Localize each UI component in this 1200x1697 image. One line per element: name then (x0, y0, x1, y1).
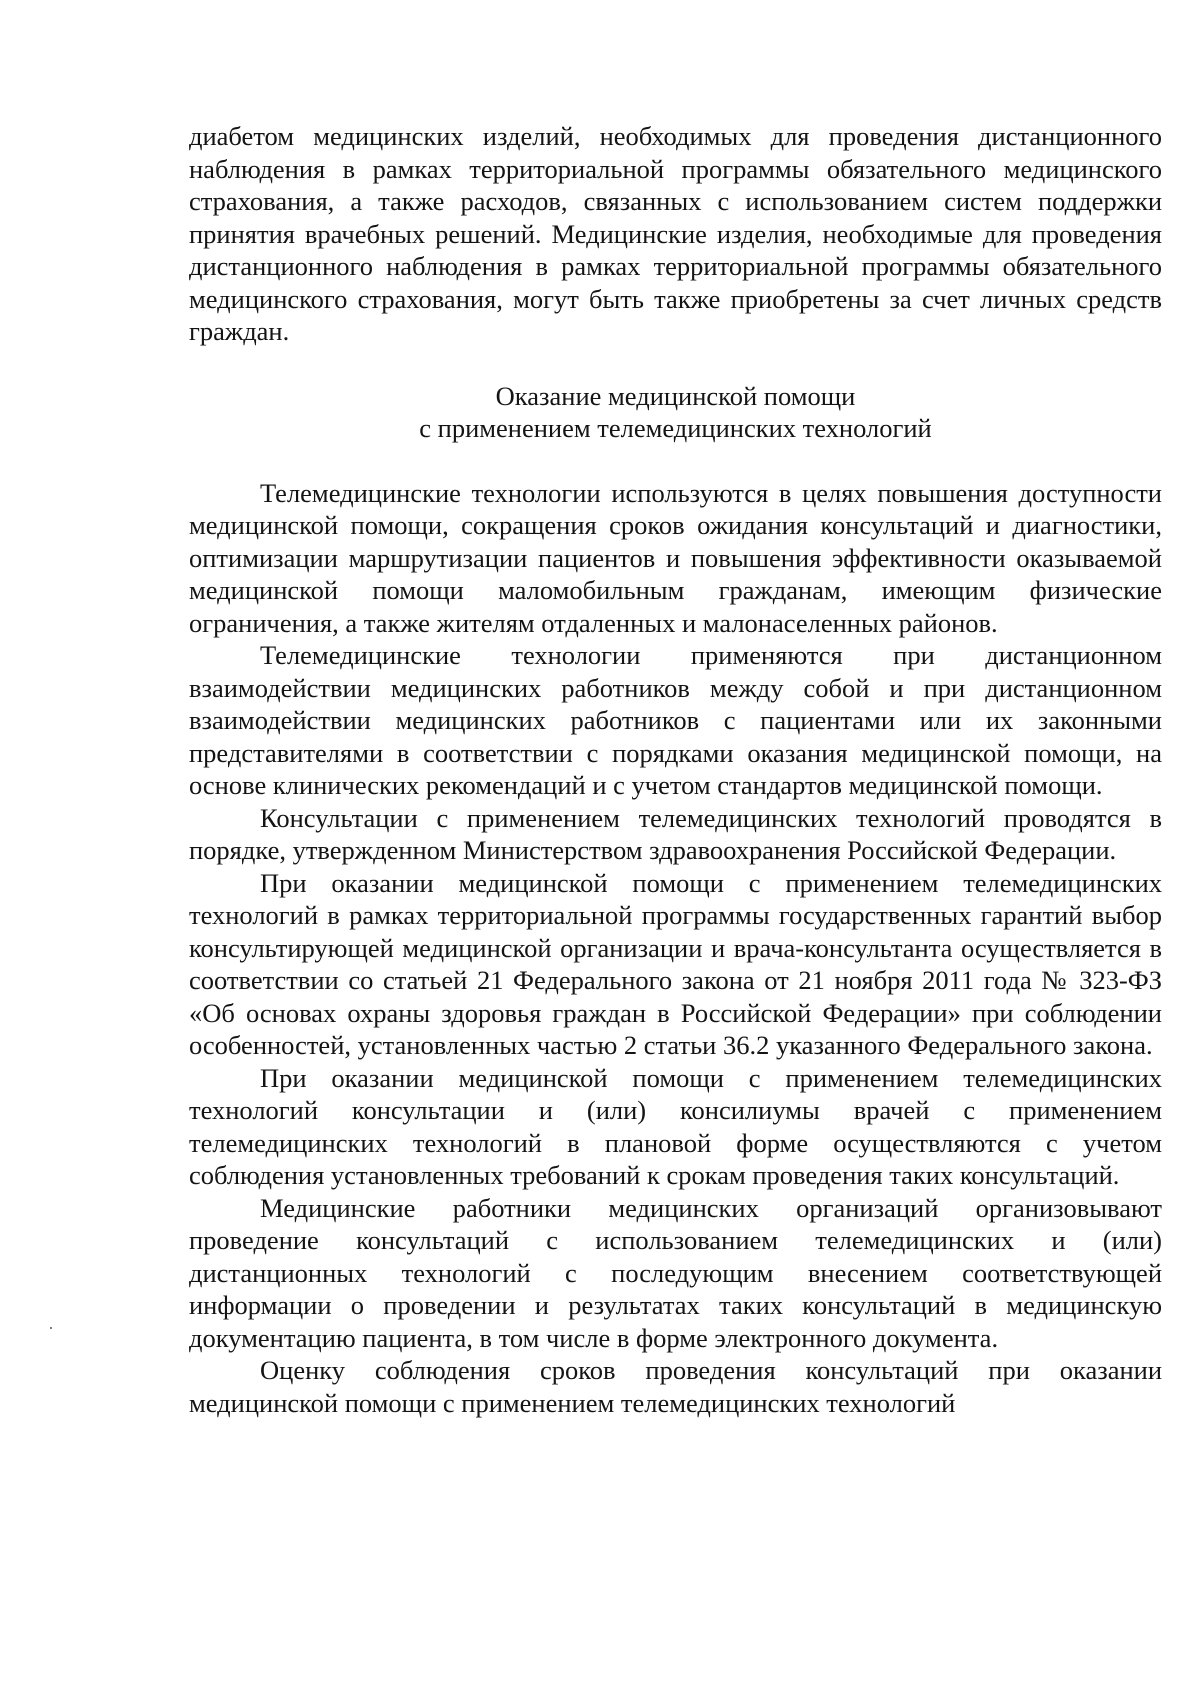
paragraph-3: Консультации с применением телемедицинских технологий проводятся в порядке, утвержденном Министерством здравоохранения Российской Федерации. (189, 802, 1162, 865)
paragraph-5: При оказании медицинской помощи с применением телемедицинских технологий консультации и (или) консилиумы врачей с применением телемедицинских технологий в плановой форме осуществляются с учетом соблюдения установленных требований к срокам проведения таких консультаций. (189, 1062, 1162, 1190)
paragraph-4: При оказании медицинской помощи с применением телемедицинских технологий в рамках территориальной программы государственных гарантий выбор консультирующей медицинской организации и врача-консультанта осуществляется в соответствии со статьей 21 Федерального закона от 21 ноября 2011 года № 323-ФЗ «Об основах охраны здоровья граждан в Российской Федерации» при соблюдении особенностей, установленных частью 2 статьи 36.2 указанного Федерального закона. (189, 867, 1162, 1060)
section-heading (189, 380, 1162, 445)
section-heading-line-2: с применением телемедицинских технологий (419, 413, 932, 443)
paragraph-continuation: диабетом медицинских изделий, необходимых для проведения дистанционного наблюдения в рамках территориальной программы обязательного медицинского страхования, а также расходов, связанных с использованием систем поддержки принятия врачебных решений. Медицинские изделия, необходимые для проведения дистанционного наблюдения в рамках территориальной программы обязательного медицинского страхования, могут быть также приобретены за счет личных средств граждан. (189, 121, 1162, 346)
paragraph-6: Медицинские работники медицинских организаций организовывают проведение консультаций с использованием телемедицинских и (или) дистанционных технологий с последующим внесением соответствующей информации о проведении и результатах таких консультаций в медицинскую документацию пациента, в том числе в форме электронного документа. (189, 1192, 1162, 1353)
document-page (189, 120, 1162, 1419)
scan-speck (50, 1327, 52, 1329)
paragraph-2: Телемедицинские технологии применяются при дистанционном взаимодействии медицинских работников между собой и при дистанционном взаимодействии медицинских работников с пациентами или их законными представителями в соответствии с порядками оказания медицинской помощи, на основе клинических рекомендаций и с учетом стандартов медицинской помощи. (189, 640, 1162, 800)
paragraph-7: Оценку соблюдения сроков проведения консультаций при оказании медицинской помощи с применением телемедицинских технологий (189, 1355, 1162, 1418)
paragraph-1: Телемедицинские технологии используются в целях повышения доступности медицинской помощи, сокращения сроков ожидания консультаций и диагностики, оптимизации маршрутизации пациентов и повышения эффективности оказываемой медицинской помощи маломобильным гражданам, имеющим физические ограничения, а также жителям отдаленных и малонаселенных районов. (189, 477, 1162, 638)
section-heading-line-1: Оказание медицинской помощи (495, 380, 856, 411)
